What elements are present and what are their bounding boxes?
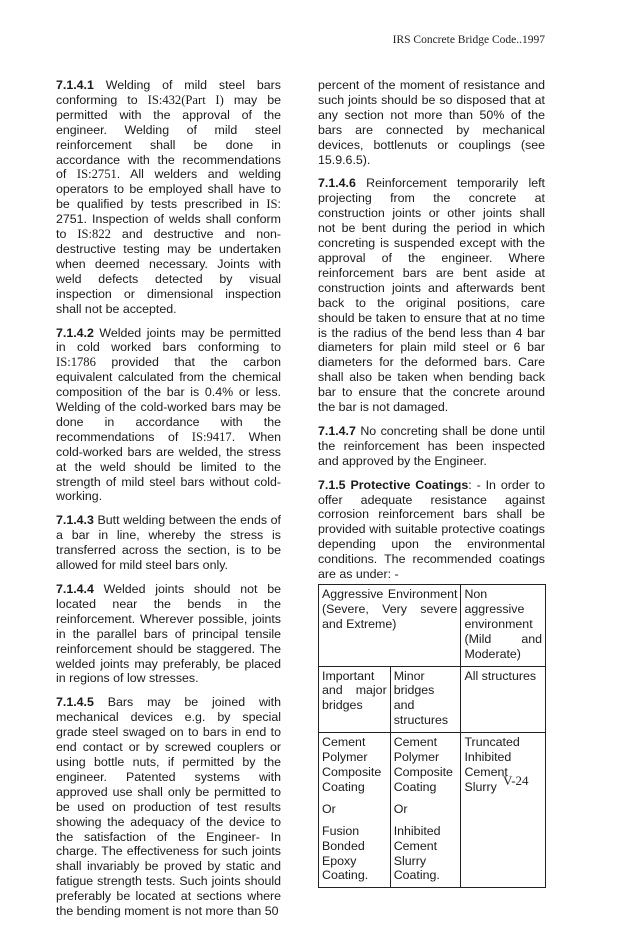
clause-number: 7.1.4.5 — [56, 695, 94, 710]
clause-7-1-4-1 — [56, 78, 281, 317]
standard-ref: IS:2751 — [76, 167, 117, 182]
clause-text: provided that the carbon equivalent calculated from the chemical composition of the bar is 0.4% or less. Welding of the cold-worked bars may be done in accordance with the recommendations of — [56, 355, 281, 444]
clause-number: 7.1.4.3 — [56, 513, 94, 528]
table-subheader-all: All structures — [461, 666, 546, 733]
clause-7-1-4-5-continued: percent of the moment of resistance and such joints should be so disposed that at any section not more than 50% of the bars are connected by mechanical devices, bottlenuts or couplings (see 15.9.6.5). — [318, 78, 545, 167]
clause-7-1-4-5 — [56, 695, 281, 919]
table-subheader-minor: Minor bridges and structures — [390, 666, 461, 733]
clause-7-1-4-6 — [318, 176, 545, 415]
table-cell-text: Inhibited Cement Slurry Coating. — [393, 823, 441, 883]
clause-text: and destructive and non-destructive testing may be undertaken when deemed necessary. Joints with weld defects detected by visual inspection or dimensional inspection shall not be accepted. — [56, 227, 281, 316]
clause-text: Welding of mild steel bars conforming to — [56, 78, 281, 107]
clause-text: may be permitted with the approval of the engineer. Welding of mild steel reinforcement shall be done in accordance with the recommendations of — [56, 92, 282, 182]
running-header: IRS Concrete Bridge Code..1997 — [392, 34, 545, 46]
table-header-non-aggressive: Non aggressive environment (Mild and Moderate) — [461, 585, 546, 667]
table-cell-text: Cement Polymer Composite Coating — [322, 735, 382, 794]
coatings-table — [318, 584, 546, 888]
clause-7-1-4-3 — [56, 513, 281, 573]
clause-7-1-5 — [318, 478, 545, 582]
table-cell-all-coatings — [461, 733, 546, 888]
clause-text: No concreting shall be done until the reinforcement has been inspected and approved by the Engineer. — [318, 423, 545, 468]
clause-text: : - In order to offer adequate resistance against corrosion reinforcement bars shall be provided with suitable protective coatings depending upon the environmental conditions. The recommended coatings are as under: - — [318, 477, 545, 582]
left-column — [56, 78, 281, 928]
table-row — [319, 585, 546, 667]
clause-number: 7.1.4.2 — [56, 325, 94, 340]
table-cell-text: Or — [393, 801, 408, 816]
clause-7-1-4-4 — [56, 582, 281, 686]
clause-number: 7.1.5 Protective Coatings — [318, 477, 469, 492]
clause-text: . When cold-worked bars are welded, the stress at the weld should be limited to the strength of mild steel bars without cold-working. — [56, 429, 281, 504]
table-row — [319, 666, 546, 733]
clause-number: 7.1.4.4 — [56, 582, 94, 596]
clause-text: Welded joints may be permitted in cold worked bars conforming to — [56, 325, 281, 355]
clause-number: 7.1.4.1 — [56, 78, 94, 92]
right-column — [318, 78, 545, 888]
page-number: V-24 — [503, 773, 529, 788]
clause-7-1-4-2 — [56, 326, 281, 505]
standard-ref: IS:822 — [77, 227, 111, 242]
table-cell-minor-coatings — [390, 733, 461, 888]
table-cell-text: Fusion Bonded Epoxy Coating. — [322, 823, 369, 883]
table-cell-text: Truncated Inhibited Cement Slurry — [464, 735, 520, 794]
table-subheader-important: Important and major bridges — [319, 666, 391, 733]
clause-number: 7.1.4.6 — [318, 176, 356, 191]
clause-text: : 2751. Inspection of welds shall conform to — [56, 197, 281, 242]
clause-text: Butt welding between the ends of a bar in line, whereby the stress is transferred across the section, is to be allowed for mild steel bars only. — [56, 513, 281, 573]
table-row — [319, 733, 546, 888]
clause-number: 7.1.4.7 — [318, 423, 356, 438]
standard-ref: IS:1786 — [56, 355, 96, 370]
clause-text: Reinforcement temporarily left projecting from the concrete at construction joints or other joints shall not be bent during the period in which concreting is suspended except with the approval of the engineer. Where reinforcement bars are bent aside at construction joints and afterwards bent back to the original positions, care should be taken to ensure that at no time is the radius of the bend less than 4 bar diameters for plain mild steel or 6 bar diameters for the deformed bars. Care shall also be taken when bending back bar to ensure that the concrete around the bar is not damaged. — [318, 176, 545, 415]
table-header-aggressive: Aggressive Environment (Severe, Very severe and Extreme) — [319, 585, 461, 667]
table-cell-important-coatings — [319, 733, 391, 888]
standard-ref: IS:432(Part I) — [147, 92, 224, 107]
standard-ref: IS:9417 — [191, 429, 232, 444]
clause-7-1-4-7 — [318, 424, 545, 469]
clause-text: . All welders and welding operators to be employed shall have to be qualified by tests prescribed in — [56, 167, 281, 212]
table-cell-text: Or — [322, 801, 336, 816]
clause-text: Welded joints should not be located near the bends in the reinforcement. Wherever possible, joints in the parallel bars of principal tensile reinforcement should be staggered. The welded joints may preferably, be placed in regions of low stresses. — [56, 582, 281, 686]
table-cell-text: Cement Polymer Composite Coating — [393, 735, 453, 794]
clause-text: Bars may be joined with mechanical devices e.g. by special grade steel swaged on to bars in end to end contact or by screwed couplers or using bottle nuts, if permitted by the engineer. Patented systems with approved use shall only be permitted to be used on production of test results showing the adequacy of the device to the satisfaction of the Engineer- In charge. The effectiveness for such joints shall invariably be proved by static and fatigue strength tests. Such joints should preferably be located at sections where the bending moment is not more than 50 — [56, 695, 281, 919]
standard-ref: IS — [266, 197, 278, 212]
